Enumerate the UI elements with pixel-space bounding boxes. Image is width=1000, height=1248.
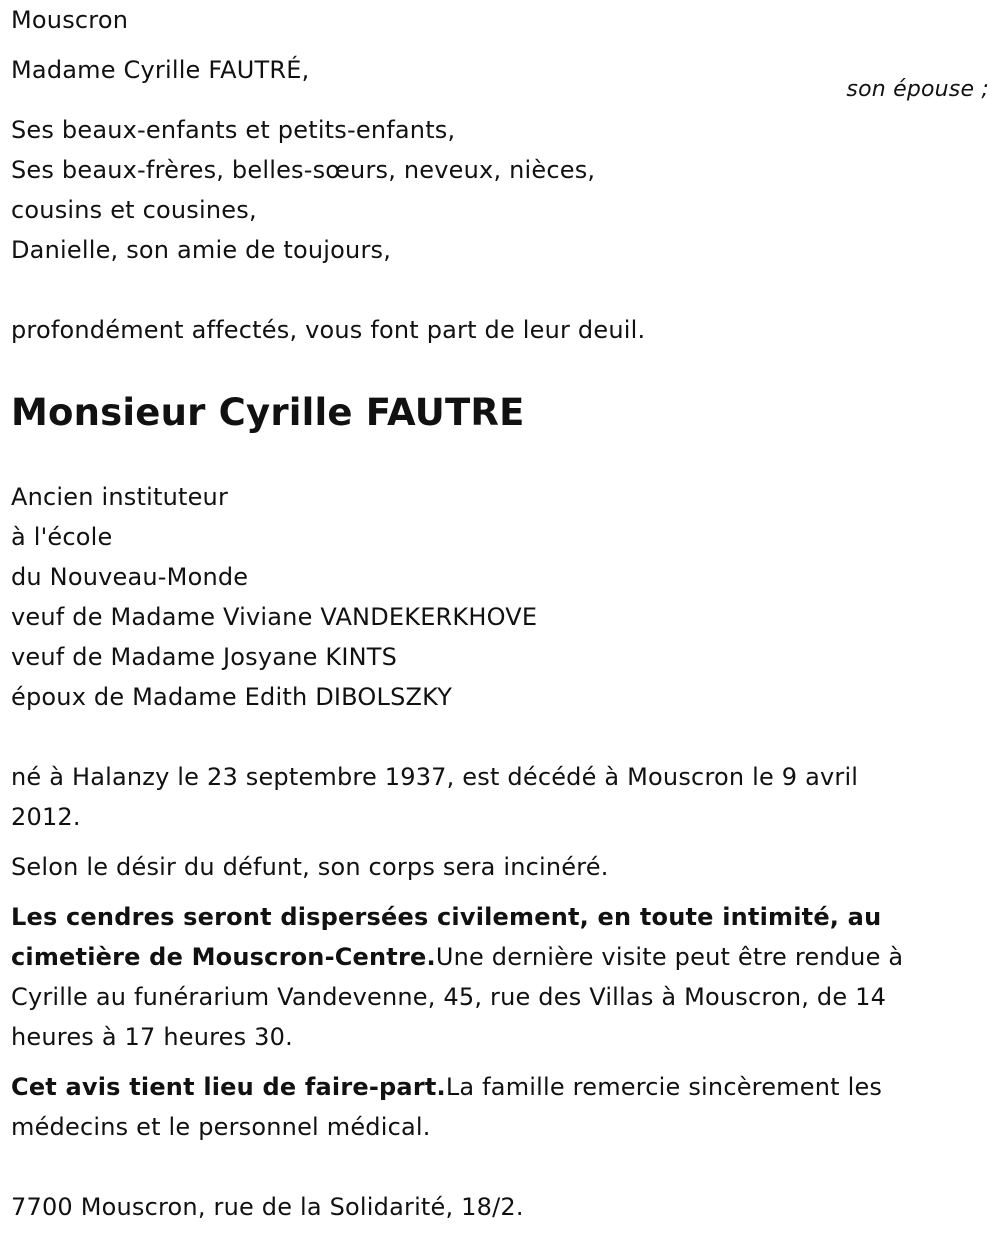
- address: 7700 Mouscron, rue de la Solidarité, 18/2.: [11, 1193, 524, 1221]
- announcement: profondément affectés, vous font part de leur deuil.: [11, 316, 646, 344]
- obituary-notice: [11, 0, 991, 1227]
- birth-death-line: 2012.: [11, 803, 81, 831]
- notice-paragraph: [11, 1067, 991, 1147]
- ashes-bold-line: cimetière de Mouscron-Centre.: [11, 943, 436, 971]
- deceased-name: Monsieur Cyrille FAUTRE: [11, 391, 525, 434]
- cremation-note: Selon le désir du défunt, son corps sera incinéré.: [11, 853, 609, 881]
- bio-line: veuf de Madame Josyane KINTS: [11, 643, 398, 671]
- city-header: Mouscron: [11, 6, 129, 34]
- ashes-rest-line: heures à 17 heures 30.: [11, 1023, 293, 1051]
- bio-line: à l'école: [11, 523, 113, 551]
- bio-line: Ancien instituteur: [11, 483, 229, 511]
- birth-death-line: né à Halanzy le 23 septembre 1937, est décédé à Mouscron le 9 avril: [11, 763, 859, 791]
- notice-rest-line: médecins et le personnel médical.: [11, 1113, 431, 1141]
- bio-line: du Nouveau-Monde: [11, 563, 249, 591]
- notice-rest-text: La famille remercie sincèrement les: [445, 1073, 883, 1101]
- spouse-role: son épouse ;: [846, 77, 989, 102]
- family-line: Danielle, son amie de toujours,: [11, 236, 392, 264]
- bio-line: époux de Madame Edith DIBOLSZKY: [11, 683, 453, 711]
- ashes-rest-text: Une dernière visite peut être rendue à: [435, 943, 904, 971]
- bio-line: veuf de Madame Viviane VANDEKERKHOVE: [11, 603, 538, 631]
- ashes-rest-line: Cyrille au funérarium Vandevenne, 45, rue des Villas à Mouscron, de 14: [11, 983, 887, 1011]
- family-line: Ses beaux-frères, belles-sœurs, neveux, nièces,: [11, 156, 596, 184]
- notice-bold: Cet avis tient lieu de faire-part.: [11, 1073, 446, 1101]
- family-line: cousins et cousines,: [11, 196, 257, 224]
- biography: [11, 477, 991, 717]
- ashes-bold-line: Les cendres seront dispersées civilement, en toute intimité, au: [11, 903, 882, 931]
- birth-death: [11, 757, 991, 837]
- family-list: [11, 110, 991, 270]
- family-line: Ses beaux-enfants et petits-enfants,: [11, 116, 456, 144]
- ashes-paragraph: [11, 897, 991, 1057]
- spouse-row: [11, 50, 991, 102]
- spouse-name: Madame Cyrille FAUTRÉ,: [11, 56, 310, 84]
